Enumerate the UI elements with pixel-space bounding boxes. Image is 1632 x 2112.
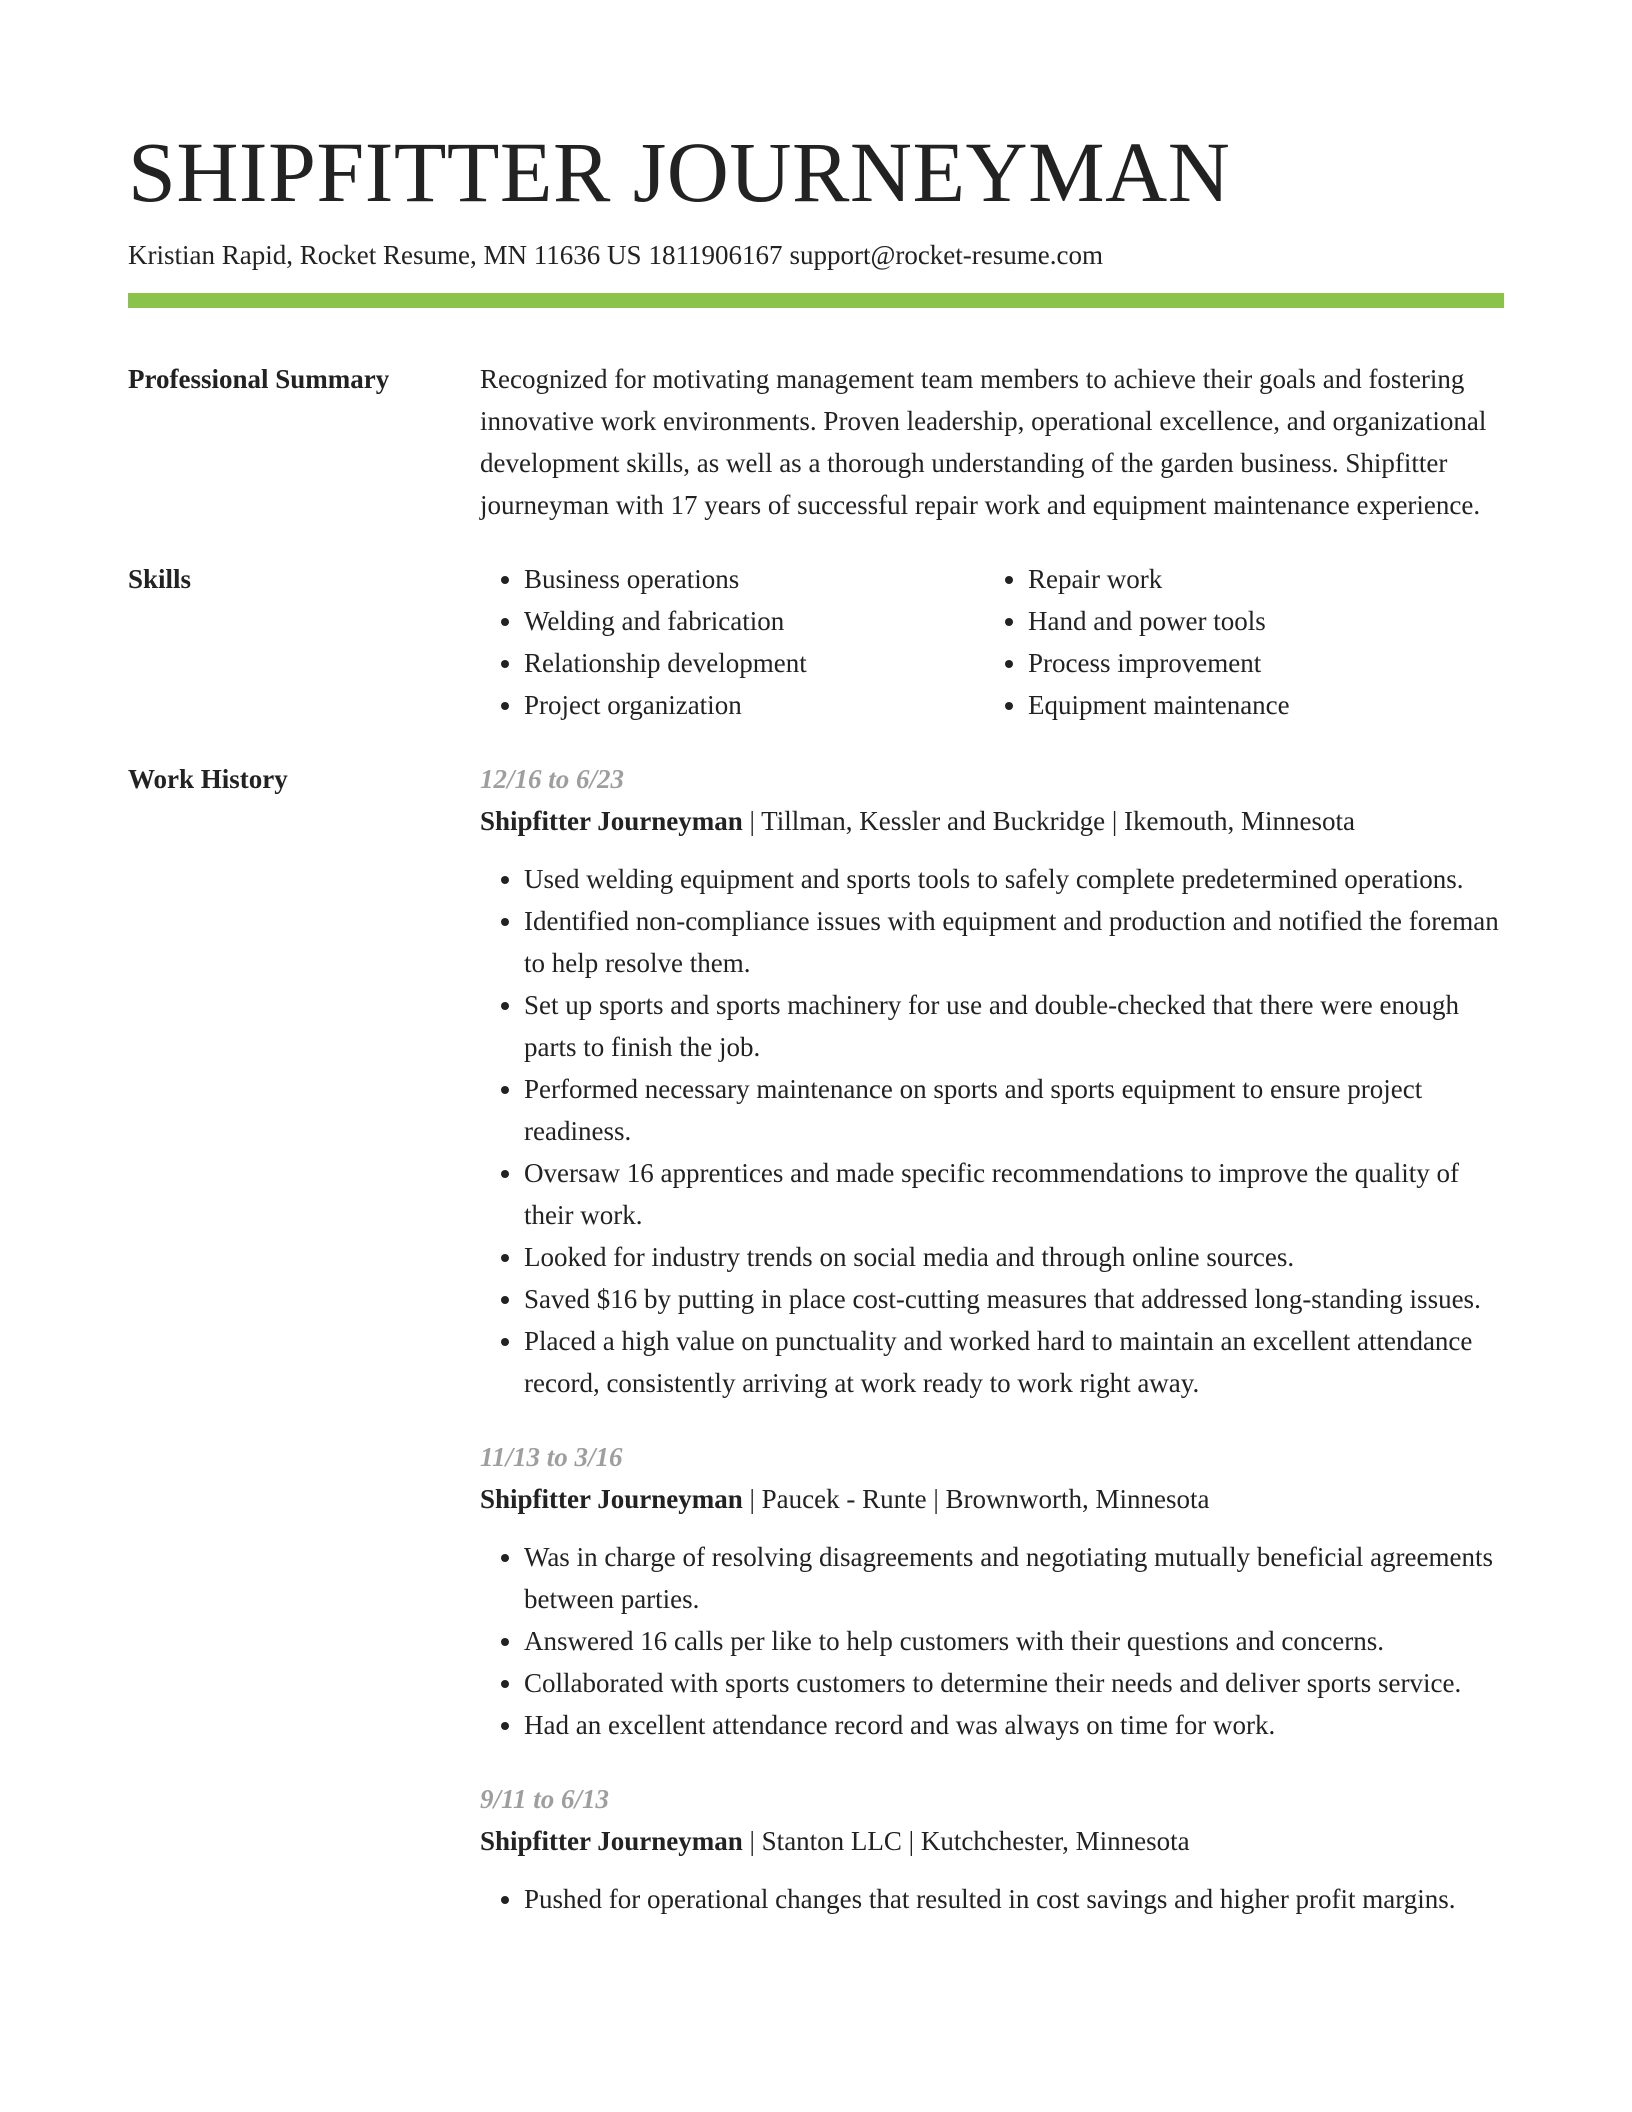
job-dates: 9/11 to 6/13 — [480, 1784, 610, 1814]
skill-item: • Process improvement — [1028, 642, 1488, 684]
work-history-heading: Work History — [128, 764, 288, 794]
job-company-location: | Paucek - Runte | Brownworth, Minnesota — [742, 1484, 1210, 1514]
job-bullets — [480, 858, 1504, 1404]
job-bullet: • Pushed for operational changes that resulted in cost savings and higher profit margins. — [524, 1878, 1504, 1920]
job-dates: 12/16 to 6/23 — [480, 764, 625, 794]
job-bullet: • Looked for industry trends on social media and through online sources. — [524, 1236, 1504, 1278]
work-history-section — [128, 758, 1504, 1952]
job-bullets — [480, 1536, 1504, 1746]
skill-item: • Relationship development — [524, 642, 984, 684]
skill-item: • Hand and power tools — [1028, 600, 1488, 642]
contact-name-address: Kristian Rapid, Rocket Resume, MN 11636 US — [128, 240, 642, 270]
skills-column-left — [480, 558, 984, 726]
skills-heading: Skills — [128, 564, 192, 594]
job-role: Shipfitter Journeyman — [480, 1484, 743, 1514]
work-history-list — [480, 758, 1504, 1952]
job-title-line — [480, 1478, 1504, 1520]
job-bullet: • Answered 16 calls per like to help customers with their questions and concerns. — [524, 1620, 1504, 1662]
job-title-line — [480, 1820, 1504, 1862]
summary-heading: Professional Summary — [128, 364, 390, 394]
job-bullet: • Performed necessary maintenance on sports and sports equipment to ensure project readiness. — [524, 1068, 1504, 1152]
job-entry — [480, 1778, 1504, 1920]
job-company-location: | Stanton LLC | Kutchchester, Minnesota — [742, 1826, 1190, 1856]
job-dates: 11/13 to 3/16 — [480, 1442, 623, 1472]
summary-section — [128, 358, 1504, 526]
job-entry — [480, 758, 1504, 1404]
job-bullet: • Saved $16 by putting in place cost-cutting measures that addressed long-standing issues. — [524, 1278, 1504, 1320]
job-role: Shipfitter Journeyman — [480, 1826, 743, 1856]
header-divider — [128, 293, 1504, 308]
skill-item: • Business operations — [524, 558, 984, 600]
job-bullet: • Oversaw 16 apprentices and made specific recommendations to improve the quality of their work. — [524, 1152, 1504, 1236]
skills-column-right — [984, 558, 1488, 726]
job-title-line — [480, 800, 1504, 842]
job-bullet: • Used welding equipment and sports tools to safely complete predetermined operations. — [524, 858, 1504, 900]
resume-title: SHIPFITTER JOURNEYMAN — [128, 124, 1231, 220]
job-bullet: • Had an excellent attendance record and was always on time for work. — [524, 1704, 1504, 1746]
skill-item: • Equipment maintenance — [1028, 684, 1488, 726]
skill-item: • Repair work — [1028, 558, 1488, 600]
contact-email: support@rocket-resume.com — [789, 240, 1103, 270]
skill-item: • Welding and fabrication — [524, 600, 984, 642]
job-bullets — [480, 1878, 1504, 1920]
resume-page — [128, 124, 1504, 1952]
summary-text: Recognized for motivating management team members to achieve their goals and fostering innovative work environments. Proven leadership, operational excellence, and organizational development skills, as well as a thorough understanding of the garden business. Shipfitter journeyman with 17 years of successful repair work and equipment maintenance experience. — [480, 364, 1487, 520]
job-company-location: | Tillman, Kessler and Buckridge | Ikemouth, Minnesota — [742, 806, 1356, 836]
skill-item: • Project organization — [524, 684, 984, 726]
job-role: Shipfitter Journeyman — [480, 806, 743, 836]
job-bullet: • Placed a high value on punctuality and worked hard to maintain an excellent attendance record, consistently arriving at work ready to work right away. — [524, 1320, 1504, 1404]
skills-section — [128, 558, 1504, 726]
job-bullet: • Identified non-compliance issues with equipment and production and notified the foreman to help resolve them. — [524, 900, 1504, 984]
skills-list — [480, 558, 1504, 726]
job-entry — [480, 1436, 1504, 1746]
job-bullet: • Was in charge of resolving disagreements and negotiating mutually beneficial agreements between parties. — [524, 1536, 1504, 1620]
contact-line — [128, 238, 1504, 272]
contact-phone: 1811906167 — [648, 240, 783, 270]
job-bullet: • Set up sports and sports machinery for use and double-checked that there were enough parts to finish the job. — [524, 984, 1504, 1068]
job-bullet: • Collaborated with sports customers to determine their needs and deliver sports service. — [524, 1662, 1504, 1704]
